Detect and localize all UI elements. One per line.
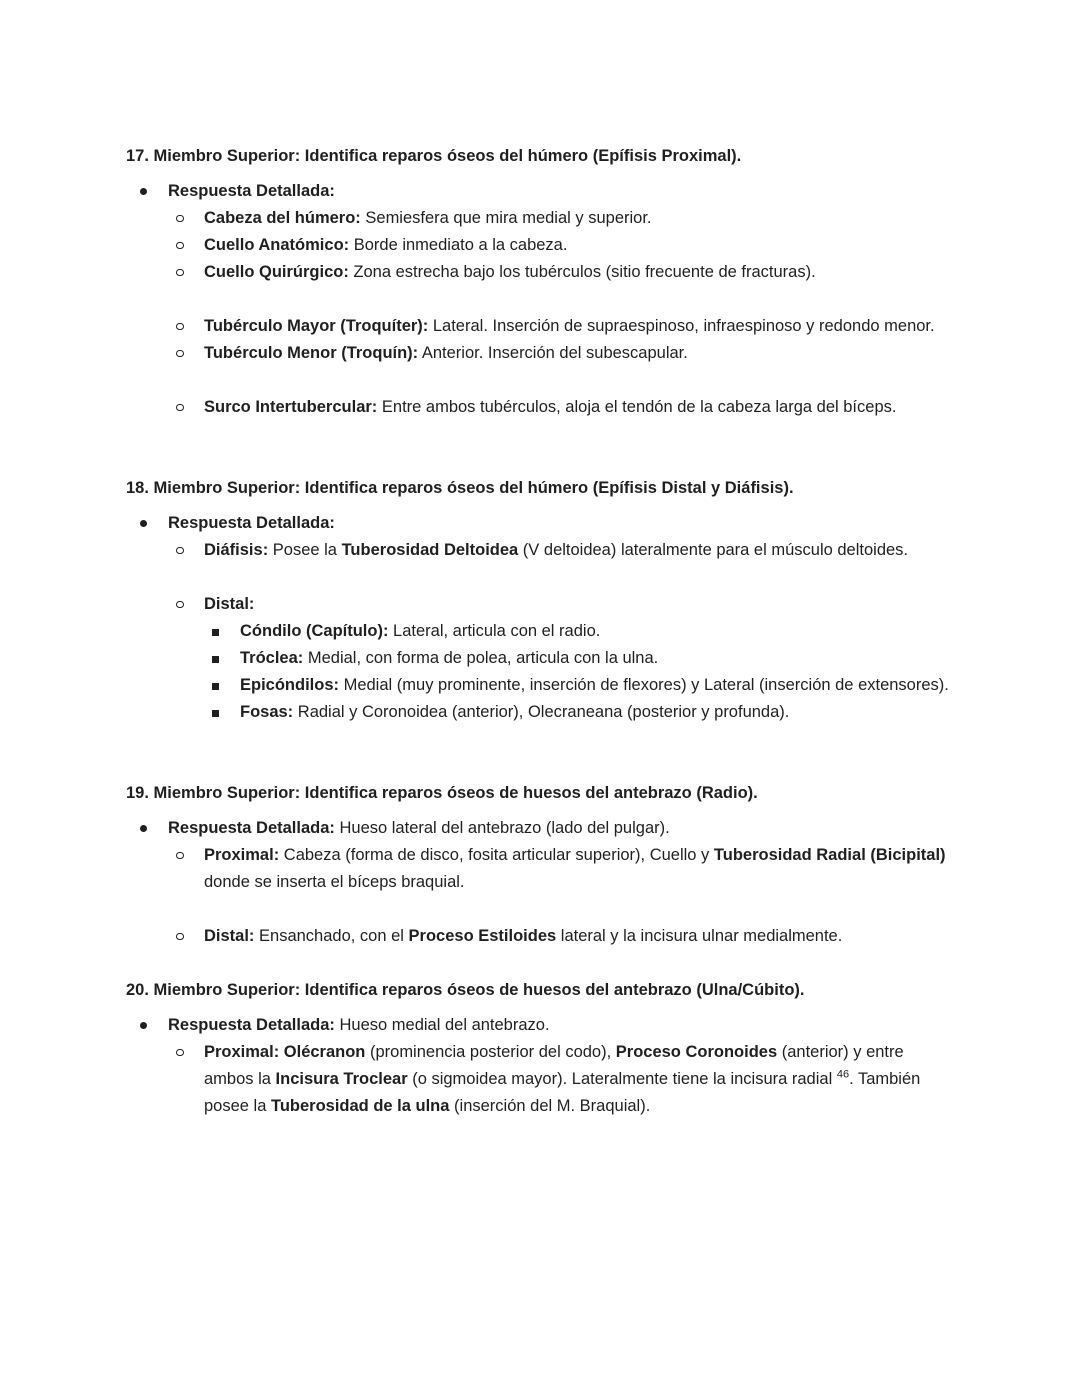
- bold-text-run: Proximal:: [204, 846, 280, 864]
- square-bullet-icon: [212, 699, 240, 726]
- item-text: [204, 923, 954, 950]
- disc-bullet-icon: [140, 1012, 168, 1039]
- blank-line: [126, 421, 954, 448]
- item-text: [240, 672, 954, 699]
- circle-bullet-icon: [176, 842, 204, 869]
- bold-text-run: Cóndilo (Capítulo):: [240, 622, 389, 640]
- qa-section-17: [126, 143, 954, 448]
- qa-section-19: [126, 780, 954, 950]
- section-title: Miembro Superior: Identifica reparos óseos del húmero (Epífisis Proximal).: [153, 147, 742, 165]
- disc-bullet-icon: [140, 178, 168, 205]
- list-item: [126, 842, 954, 896]
- bold-text-run: Epicóndilos:: [240, 676, 339, 694]
- section-heading: [126, 475, 954, 502]
- item-text: [204, 842, 954, 896]
- text-run: Cabeza (forma de disco, fosita articular superior), Cuello y: [279, 846, 714, 864]
- list-item: [126, 618, 954, 645]
- text-run: donde se inserta el bíceps braquial.: [204, 873, 465, 891]
- bold-text-run: Cuello Quirúrgico:: [204, 263, 349, 281]
- list-item: [126, 537, 954, 564]
- bold-text-run: Distal:: [204, 927, 255, 945]
- circle-bullet-icon: [176, 313, 204, 340]
- list-item: [126, 394, 954, 421]
- text-run: (inserción del M. Braquial).: [449, 1097, 651, 1115]
- text-run: (prominencia posterior del codo),: [365, 1043, 616, 1061]
- section-title: Miembro Superior: Identifica reparos óseos de huesos del antebrazo (Radio).: [153, 784, 758, 802]
- text-run: (anterior) y entre ambos la: [204, 1043, 904, 1088]
- item-text: [168, 178, 954, 205]
- item-text: [204, 232, 954, 259]
- item-text: [204, 1039, 954, 1120]
- section-heading: [126, 977, 954, 1004]
- text-run: Entre ambos tubérculos, aloja el tendón de la cabeza larga del bíceps.: [377, 398, 897, 416]
- list-item: [126, 232, 954, 259]
- square-bullet-icon: [212, 618, 240, 645]
- item-text: [240, 699, 954, 726]
- list-item: [126, 178, 954, 205]
- section-heading: [126, 143, 954, 170]
- bold-text-run: Proceso Estiloides: [408, 927, 557, 945]
- list-item: [126, 205, 954, 232]
- qa-section-18: [126, 475, 954, 753]
- item-text: [240, 618, 954, 645]
- list-item: [126, 815, 954, 842]
- text-run: lateral y la incisura ulnar medialmente.: [556, 927, 843, 945]
- list-item: [126, 510, 954, 537]
- item-text: [204, 259, 954, 286]
- item-text: [168, 1012, 954, 1039]
- square-bullet-icon: [212, 672, 240, 699]
- bold-text-run: Tuberosidad de la ulna: [270, 1097, 450, 1115]
- text-run: . También posee la: [204, 1070, 921, 1115]
- item-text: [204, 205, 954, 232]
- document-content: [126, 143, 954, 1120]
- section-heading: [126, 780, 954, 807]
- blank-line: [126, 286, 954, 313]
- bold-text-run: Respuesta Detallada:: [168, 514, 335, 532]
- bold-text-run: Distal:: [204, 595, 255, 613]
- bold-text-run: Surco Intertubercular:: [204, 398, 378, 416]
- circle-bullet-icon: [176, 232, 204, 259]
- section-number: 18.: [126, 479, 149, 497]
- qa-section-20: [126, 977, 954, 1120]
- disc-bullet-icon: [140, 510, 168, 537]
- text-run: Semiesfera que mira medial y superior.: [360, 209, 652, 227]
- superscript-reference: 46: [836, 1068, 850, 1081]
- text-run: (o sigmoidea mayor). Lateralmente tiene la incisura radial: [407, 1070, 837, 1088]
- circle-bullet-icon: [176, 394, 204, 421]
- bold-text-run: Cabeza del húmero:: [204, 209, 361, 227]
- circle-bullet-icon: [176, 259, 204, 286]
- blank-line: [126, 726, 954, 753]
- item-text: [204, 340, 954, 367]
- blank-line: [126, 896, 954, 923]
- list-item: [126, 340, 954, 367]
- section-title: Miembro Superior: Identifica reparos óseos del húmero (Epífisis Distal y Diáfisis).: [153, 479, 794, 497]
- bold-text-run: Cuello Anatómico:: [204, 236, 350, 254]
- text-run: (V deltoidea) lateralmente para el músculo deltoides.: [518, 541, 909, 559]
- list-item: [126, 591, 954, 618]
- bold-text-run: Diáfisis:: [204, 541, 269, 559]
- list-item: [126, 313, 954, 340]
- text-run: Anterior. Inserción del subescapular.: [418, 344, 688, 362]
- bold-text-run: Respuesta Detallada:: [168, 1016, 335, 1034]
- text-run: Zona estrecha bajo los tubérculos (sitio frecuente de fracturas).: [348, 263, 816, 281]
- text-run: Posee la: [268, 541, 342, 559]
- section-title: Miembro Superior: Identifica reparos óseos de huesos del antebrazo (Ulna/Cúbito).: [153, 981, 805, 999]
- list-item: [126, 1039, 954, 1120]
- circle-bullet-icon: [176, 1039, 204, 1066]
- bold-text-run: Tróclea:: [240, 649, 304, 667]
- bold-text-run: Tubérculo Mayor (Troquíter):: [204, 317, 429, 335]
- item-text: [204, 313, 954, 340]
- item-text: [204, 591, 954, 618]
- disc-bullet-icon: [140, 815, 168, 842]
- blank-line: [126, 564, 954, 591]
- list-item: [126, 259, 954, 286]
- text-run: Radial y Coronoidea (anterior), Olecraneana (posterior y profunda).: [293, 703, 790, 721]
- section-number: 17.: [126, 147, 149, 165]
- text-run: Medial, con forma de polea, articula con la ulna.: [303, 649, 659, 667]
- section-number: 19.: [126, 784, 149, 802]
- text-run: Borde inmediato a la cabeza.: [349, 236, 568, 254]
- list-item: [126, 699, 954, 726]
- bold-text-run: Proximal: Olécranon: [204, 1043, 366, 1061]
- blank-line: [126, 367, 954, 394]
- text-run: Medial (muy prominente, inserción de flexores) y Lateral (inserción de extensores).: [339, 676, 949, 694]
- text-run: Lateral. Inserción de supraespinoso, infraespinoso y redondo menor.: [428, 317, 935, 335]
- text-run: Lateral, articula con el radio.: [388, 622, 601, 640]
- circle-bullet-icon: [176, 923, 204, 950]
- circle-bullet-icon: [176, 591, 204, 618]
- bold-text-run: Tubérculo Menor (Troquín):: [204, 344, 419, 362]
- item-text: [204, 394, 954, 421]
- bold-text-run: Tuberosidad Deltoidea: [341, 541, 519, 559]
- circle-bullet-icon: [176, 205, 204, 232]
- circle-bullet-icon: [176, 340, 204, 367]
- bold-text-run: Fosas:: [240, 703, 294, 721]
- text-run: Ensanchado, con el: [254, 927, 409, 945]
- bold-text-run: Proceso Coronoides: [615, 1043, 778, 1061]
- list-item: [126, 1012, 954, 1039]
- square-bullet-icon: [212, 645, 240, 672]
- list-item: [126, 923, 954, 950]
- item-text: [168, 510, 954, 537]
- circle-bullet-icon: [176, 537, 204, 564]
- bold-text-run: Respuesta Detallada:: [168, 819, 335, 837]
- list-item: [126, 645, 954, 672]
- item-text: [240, 645, 954, 672]
- bold-text-run: Incisura Troclear: [275, 1070, 408, 1088]
- item-text: [204, 537, 954, 564]
- list-item: [126, 672, 954, 699]
- section-number: 20.: [126, 981, 149, 999]
- text-run: Hueso medial del antebrazo.: [334, 1016, 550, 1034]
- bold-text-run: Respuesta Detallada:: [168, 182, 335, 200]
- text-run: Hueso lateral del antebrazo (lado del pulgar).: [334, 819, 670, 837]
- bold-text-run: Tuberosidad Radial (Bicipital): [713, 846, 946, 864]
- item-text: [168, 815, 954, 842]
